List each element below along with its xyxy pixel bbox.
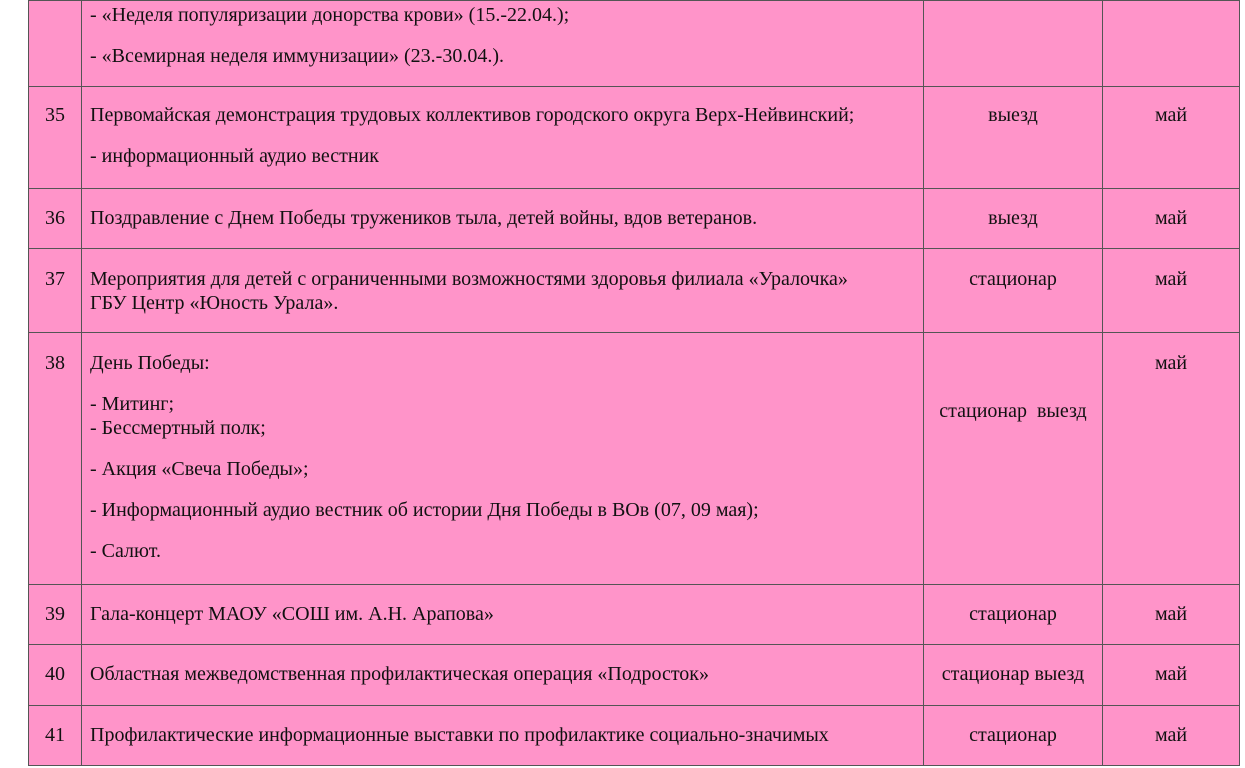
row-number-cell [29, 333, 82, 585]
month-cell [1103, 189, 1240, 249]
month-cell [1103, 1, 1240, 87]
description-line: Первомайская демонстрация трудовых коллективов городского округа Верх-Нейвинский; [90, 104, 855, 126]
month-cell [1103, 645, 1240, 706]
type-cell [924, 706, 1103, 766]
description-line: Поздравление с Днем Победы тружеников тыла, детей войны, вдов ветеранов. [90, 207, 758, 229]
type-cell [924, 1, 1103, 87]
row-number: 37 [45, 268, 65, 290]
table-row [29, 249, 1240, 333]
description-cell [82, 333, 924, 585]
row-number: 38 [45, 352, 65, 374]
event-type: стационар выезд [939, 400, 1087, 422]
description-cell [82, 249, 924, 333]
event-type: стационар [969, 603, 1057, 625]
month-cell [1103, 585, 1240, 645]
description-cell [82, 87, 924, 189]
event-month: май [1154, 352, 1188, 374]
table-row [29, 1, 1240, 87]
description-line: Мероприятия для детей с ограниченными возможностями здоровья филиала «Уралочка» [90, 268, 848, 290]
table-row [29, 333, 1240, 585]
event-month: май [1154, 603, 1188, 625]
type-cell [924, 333, 1103, 585]
description-line: - информационный аудио вестник [90, 145, 379, 167]
table-row [29, 706, 1240, 766]
description-line: - «Неделя популяризации донорства крови» (15.-22.04.); [90, 4, 570, 26]
row-number-cell [29, 706, 82, 766]
row-number: 36 [45, 207, 65, 229]
row-number-cell [29, 189, 82, 249]
event-month: май [1154, 724, 1188, 746]
month-cell [1103, 87, 1240, 189]
type-cell [924, 189, 1103, 249]
type-cell [924, 87, 1103, 189]
description-line: День Победы: [90, 352, 210, 374]
description-line: - Акция «Свеча Победы»; [90, 458, 309, 480]
description-line: ГБУ Центр «Юность Урала». [90, 292, 339, 314]
event-type: выезд [988, 104, 1038, 126]
description-cell [82, 585, 924, 645]
event-month: май [1154, 268, 1188, 290]
description-cell [82, 189, 924, 249]
description-line: Гала-концерт МАОУ «СОШ им. А.Н. Арапова» [90, 603, 494, 625]
row-number: 39 [45, 603, 65, 625]
event-type: стационар [969, 724, 1057, 746]
event-type: выезд [988, 207, 1038, 229]
events-table [28, 0, 1240, 766]
event-month: май [1154, 104, 1188, 126]
month-cell [1103, 333, 1240, 585]
description-line: - «Всемирная неделя иммунизации» (23.-30.04.). [90, 45, 504, 67]
event-type: стационар [969, 268, 1057, 290]
row-number-cell [29, 87, 82, 189]
table-row [29, 189, 1240, 249]
type-cell [924, 585, 1103, 645]
month-cell [1103, 249, 1240, 333]
event-month: май [1154, 207, 1188, 229]
description-cell [82, 1, 924, 87]
description-line: Областная межведомственная профилактическая операция «Подросток» [90, 663, 710, 685]
table-row [29, 645, 1240, 706]
event-type: стационар выезд [941, 663, 1085, 685]
description-cell [82, 706, 924, 766]
table-row [29, 87, 1240, 189]
row-number-cell [29, 585, 82, 645]
row-number: 35 [45, 104, 65, 126]
row-number: 41 [45, 724, 65, 746]
row-number-cell [29, 1, 82, 87]
description-cell [82, 645, 924, 706]
description-line: - Митинг; [90, 393, 175, 415]
row-number: 40 [45, 663, 65, 685]
type-cell [924, 645, 1103, 706]
month-cell [1103, 706, 1240, 766]
description-line: - Информационный аудио вестник об истории Дня Победы в ВОв (07, 09 мая); [90, 499, 759, 521]
row-number-cell [29, 249, 82, 333]
table-row [29, 585, 1240, 645]
description-line: - Салют. [90, 540, 161, 562]
event-month: май [1154, 663, 1188, 685]
type-cell [924, 249, 1103, 333]
description-line: - Бессмертный полк; [90, 417, 266, 439]
row-number-cell [29, 645, 82, 706]
description-line: Профилактические информационные выставки по профилактике социально-значимых [90, 724, 829, 746]
